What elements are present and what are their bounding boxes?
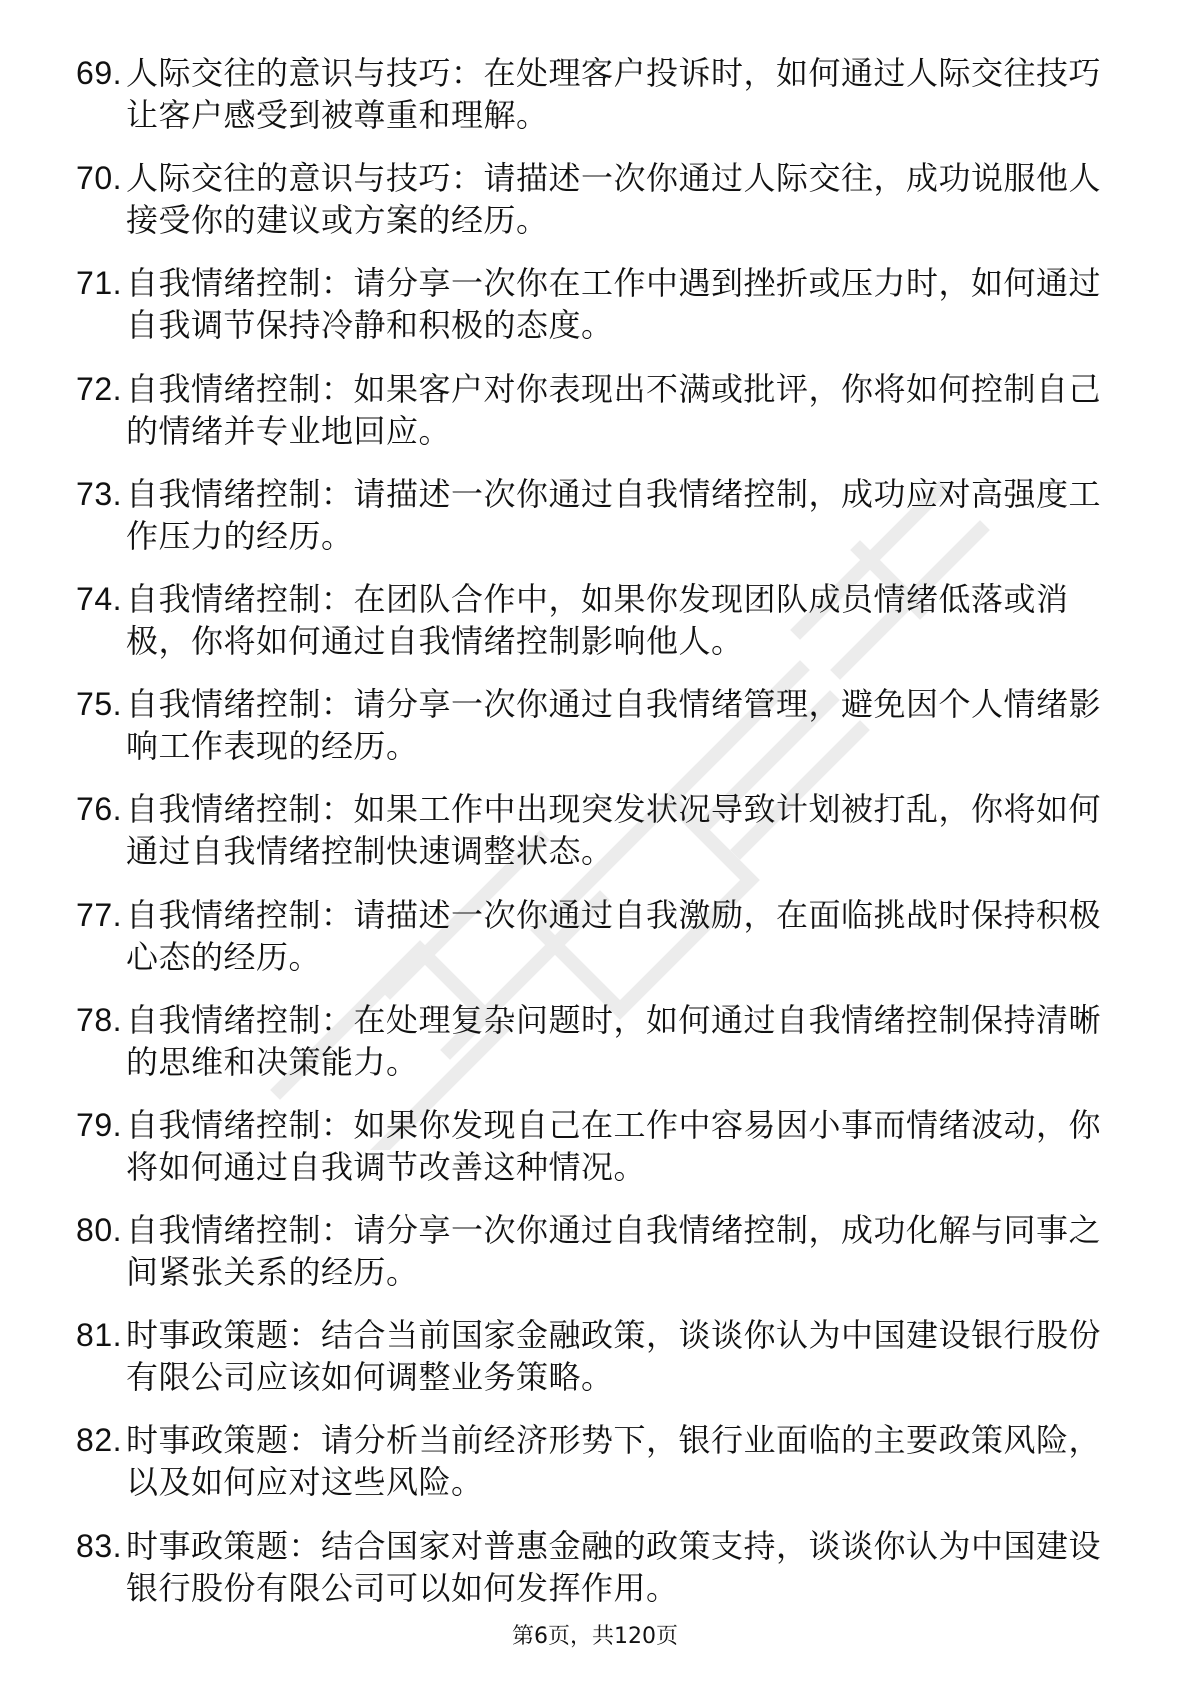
question-number: 74. [76, 580, 122, 617]
question-item [56, 1209, 1116, 1293]
question-text: 时事政策题：结合国家对普惠金融的政策支持，谈谈你认为中国建设银行股份有限公司可以如何发挥作用。 [126, 1526, 1102, 1607]
question-number: 72. [76, 370, 122, 407]
question-number: 82. [76, 1422, 122, 1459]
question-text: 人际交往的意识与技巧：请描述一次你通过人际交往，成功说服他人接受你的建议或方案的经历。 [126, 159, 1102, 240]
question-text: 自我情绪控制：如果客户对你表现出不满或批评，你将如何控制自己的情绪并专业地回应。 [126, 369, 1102, 450]
question-text: 自我情绪控制：在处理复杂问题时，如何通过自我情绪控制保持清晰的思维和决策能力。 [126, 1000, 1102, 1081]
question-number: 71. [76, 265, 122, 302]
page-number-footer: 第6页，共120页 [512, 1624, 678, 1649]
question-text: 自我情绪控制：请描述一次你通过自我情绪控制，成功应对高强度工作压力的经历。 [126, 474, 1102, 555]
question-number: 69. [76, 55, 122, 91]
question-text: 自我情绪控制：在团队合作中，如果你发现团队成员情绪低落或消极，你将如何通过自我情绪控制影响他人。 [126, 579, 1069, 660]
question-number: 80. [76, 1212, 122, 1249]
question-number: 73. [76, 475, 122, 512]
question-item [56, 473, 1116, 557]
question-text: 自我情绪控制：请分享一次你在工作中遇到挫折或压力时，如何通过自我调节保持冷静和积极的态度。 [126, 264, 1102, 345]
question-text: 时事政策题：结合当前国家金融政策，谈谈你认为中国建设银行股份有限公司应该如何调整业务策略。 [126, 1316, 1102, 1397]
question-list [56, 52, 1116, 1630]
question-number: 70. [76, 160, 122, 197]
question-number: 79. [76, 1106, 122, 1143]
question-item [56, 1314, 1116, 1398]
question-text: 自我情绪控制：如果工作中出现突发状况导致计划被打乱，你将如何通过自我情绪控制快速调整状态。 [126, 790, 1102, 871]
question-text: 人际交往的意识与技巧：在处理客户投诉时，如何通过人际交往技巧让客户感受到被尊重和理解。 [126, 54, 1102, 134]
question-item [56, 368, 1116, 452]
question-text: 自我情绪控制：请分享一次你通过自我情绪管理，避免因个人情绪影响工作表现的经历。 [126, 685, 1102, 766]
question-number: 75. [76, 686, 122, 723]
question-item [56, 1419, 1116, 1503]
question-item [56, 999, 1116, 1083]
question-item [56, 578, 1116, 662]
question-item [56, 157, 1116, 241]
question-item [56, 894, 1116, 978]
question-text: 自我情绪控制：请描述一次你通过自我激励，在面临挑战时保持积极心态的经历。 [126, 895, 1102, 976]
question-item [56, 683, 1116, 767]
question-item [56, 1525, 1116, 1609]
question-item [56, 52, 1116, 136]
question-text: 自我情绪控制：如果你发现自己在工作中容易因小事而情绪波动，你将如何通过自我调节改善这种情况。 [126, 1105, 1102, 1186]
question-number: 77. [76, 896, 122, 933]
question-text: 自我情绪控制：请分享一次你通过自我情绪控制，成功化解与同事之间紧张关系的经历。 [126, 1211, 1102, 1292]
question-text: 时事政策题：请分析当前经济形势下，银行业面临的主要政策风险，以及如何应对这些风险。 [126, 1421, 1102, 1502]
question-number: 76. [76, 791, 122, 828]
question-number: 83. [76, 1527, 122, 1564]
question-item [56, 788, 1116, 872]
question-number: 78. [76, 1001, 122, 1038]
question-item [56, 1104, 1116, 1188]
question-number: 81. [76, 1317, 122, 1354]
question-item [56, 262, 1116, 346]
